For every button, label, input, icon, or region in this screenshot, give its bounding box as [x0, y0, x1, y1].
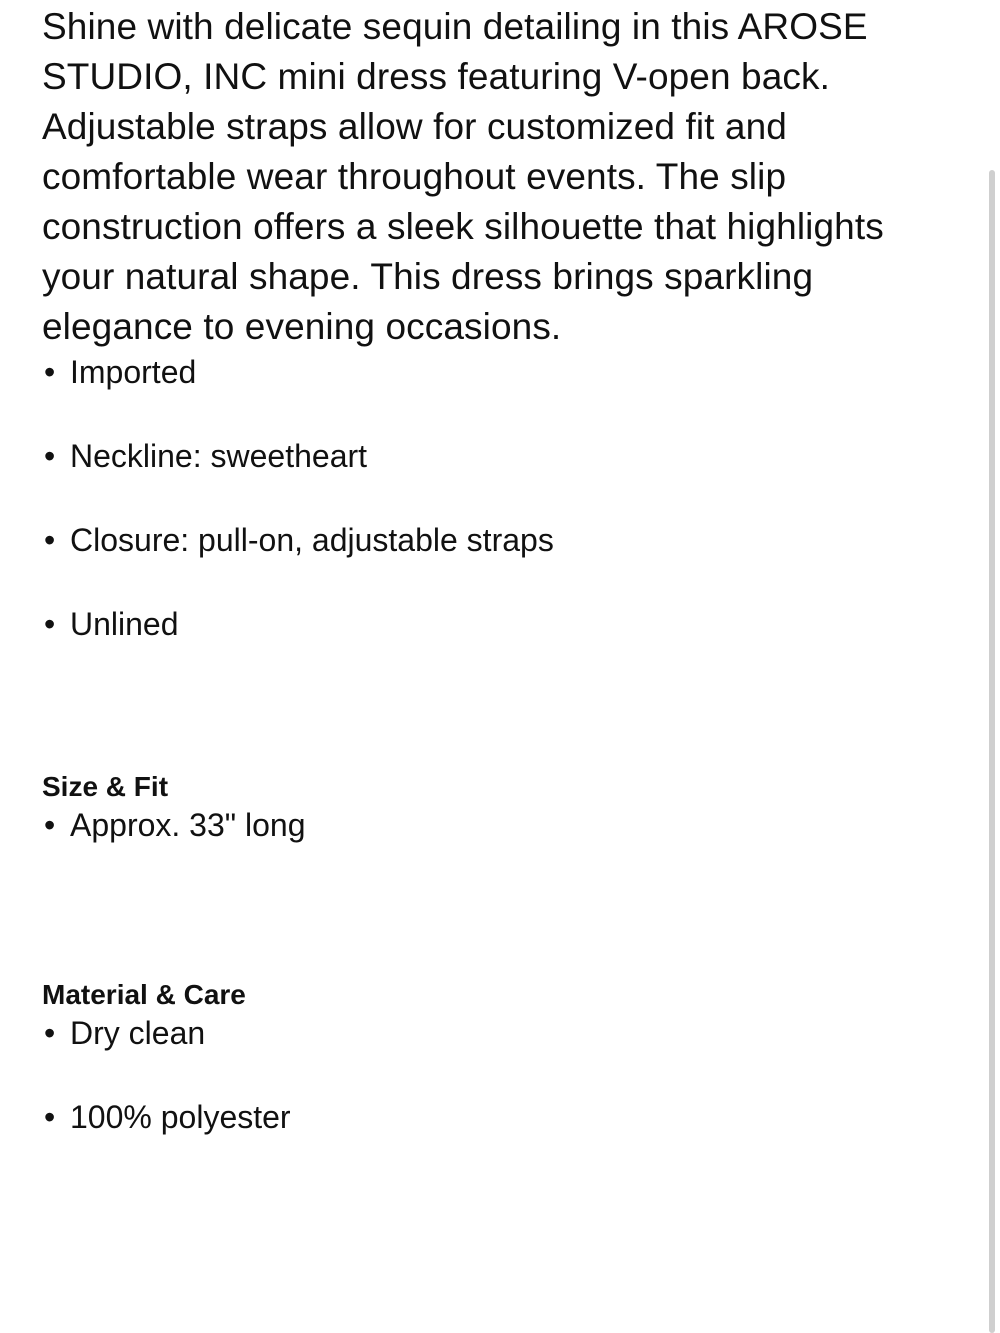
material-care-list — [42, 1013, 957, 1137]
list-item: • Approx. 33" long — [44, 807, 306, 843]
list-item: • Unlined — [44, 606, 179, 642]
product-description: Shine with delicate sequin detailing in this AROSE STUDIO, INC mini dress featuring V-open back. Adjustable straps allow for customized fit and comfortable wear throughout events. The slip construction offers a sleek silhouette that highlights your natural shape. This dress brings sparkling elegance to evening occasions. — [42, 6, 884, 347]
size-fit-list — [42, 805, 957, 845]
material-care-heading: Material & Care — [42, 979, 246, 1010]
bullet-icon: • — [44, 522, 56, 558]
size-fit-heading: Size & Fit — [42, 771, 169, 802]
details-list — [42, 352, 957, 644]
product-details — [42, 0, 957, 1137]
bullet-icon: • — [44, 807, 56, 843]
bullet-icon: • — [44, 438, 56, 474]
bullet-icon: • — [44, 1099, 56, 1135]
list-item: • Dry clean — [44, 1015, 206, 1051]
bullet-icon: • — [44, 606, 56, 642]
bullet-icon: • — [44, 1015, 56, 1051]
list-item: • Imported — [44, 354, 197, 390]
scrollbar-thumb[interactable] — [989, 170, 995, 1333]
list-item: • Closure: pull-on, adjustable straps — [44, 522, 554, 558]
scrollbar[interactable] — [986, 0, 1000, 1333]
list-item: • 100% polyester — [44, 1099, 291, 1135]
bullet-icon: • — [44, 354, 56, 390]
list-item: • Neckline: sweetheart — [44, 438, 368, 474]
